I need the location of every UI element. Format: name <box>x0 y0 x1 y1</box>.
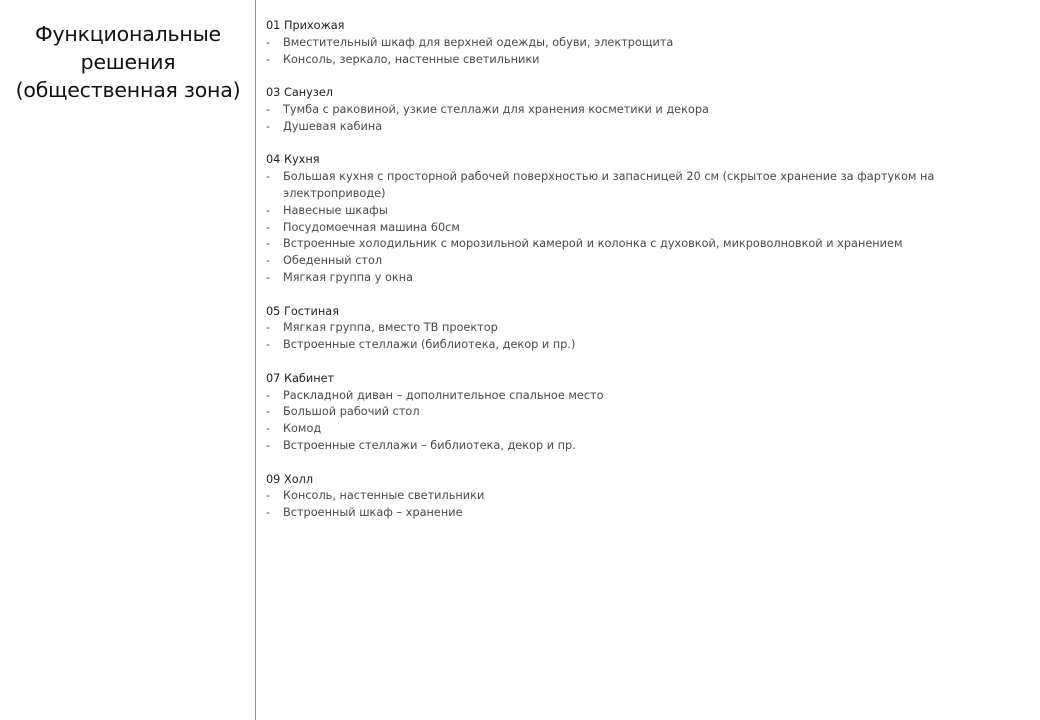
list-item: - Консоль, настенные светильники <box>266 488 966 505</box>
section-heading: 04 Кухня <box>266 153 320 167</box>
list-item: - Встроенные стеллажи – библиотека, декор и пр. <box>266 438 966 455</box>
list-item: - Раскладной диван – дополнительное спальное место <box>266 388 966 405</box>
list-item: - Посудомоечная машина 60см <box>266 220 966 237</box>
section-hall <box>266 472 966 522</box>
functional-solutions-list <box>266 18 966 539</box>
list-item: - Встроенные холодильник с морозильной камерой и колонка с духовкой, микроволновкой и хранением <box>266 236 966 253</box>
list-item: - Комод <box>266 421 966 438</box>
section-heading: 07 Кабинет <box>266 371 335 385</box>
list-item: - Встроенные стеллажи (библиотека, декор и пр.) <box>266 337 966 354</box>
list-item: - Большая кухня с просторной рабочей поверхностью и запасницей 20 см (скрытое хранение за фартуком на электроприводе) <box>266 169 966 203</box>
list-item: - Большой рабочий стол <box>266 404 966 421</box>
section-item-list <box>266 169 966 287</box>
section-item-list <box>266 102 966 136</box>
slide-title: Функциональные решения (общественная зона) <box>15 22 241 102</box>
section-heading: 05 Гостиная <box>266 304 340 318</box>
section-heading: 01 Прихожая <box>266 19 345 32</box>
section-heading: 03 Санузел <box>266 86 334 100</box>
section-bathroom <box>266 85 966 135</box>
section-living-room <box>266 304 966 354</box>
section-entrance-hall <box>266 18 966 68</box>
list-item: - Консоль, зеркало, настенные светильники <box>266 52 966 69</box>
list-item: - Навесные шкафы <box>266 203 966 220</box>
list-item: - Душевая кабина <box>266 119 966 136</box>
section-kitchen <box>266 152 966 286</box>
section-item-list <box>266 35 966 69</box>
list-item: - Мягкая группа, вместо ТВ проектор <box>266 320 966 337</box>
list-item: - Тумба с раковиной, узкие стеллажи для хранения косметики и декора <box>266 102 966 119</box>
section-heading: 09 Холл <box>266 472 314 486</box>
section-item-list <box>266 488 966 522</box>
section-study <box>266 371 966 455</box>
list-item: - Встроенный шкаф – хранение <box>266 505 966 522</box>
section-item-list <box>266 320 966 354</box>
list-item: - Вместительный шкаф для верхней одежды, обуви, электрощита <box>266 35 966 52</box>
vertical-divider <box>255 0 256 720</box>
list-item: - Мягкая группа у окна <box>266 270 966 287</box>
section-item-list <box>266 388 966 455</box>
list-item: - Обеденный стол <box>266 253 966 270</box>
